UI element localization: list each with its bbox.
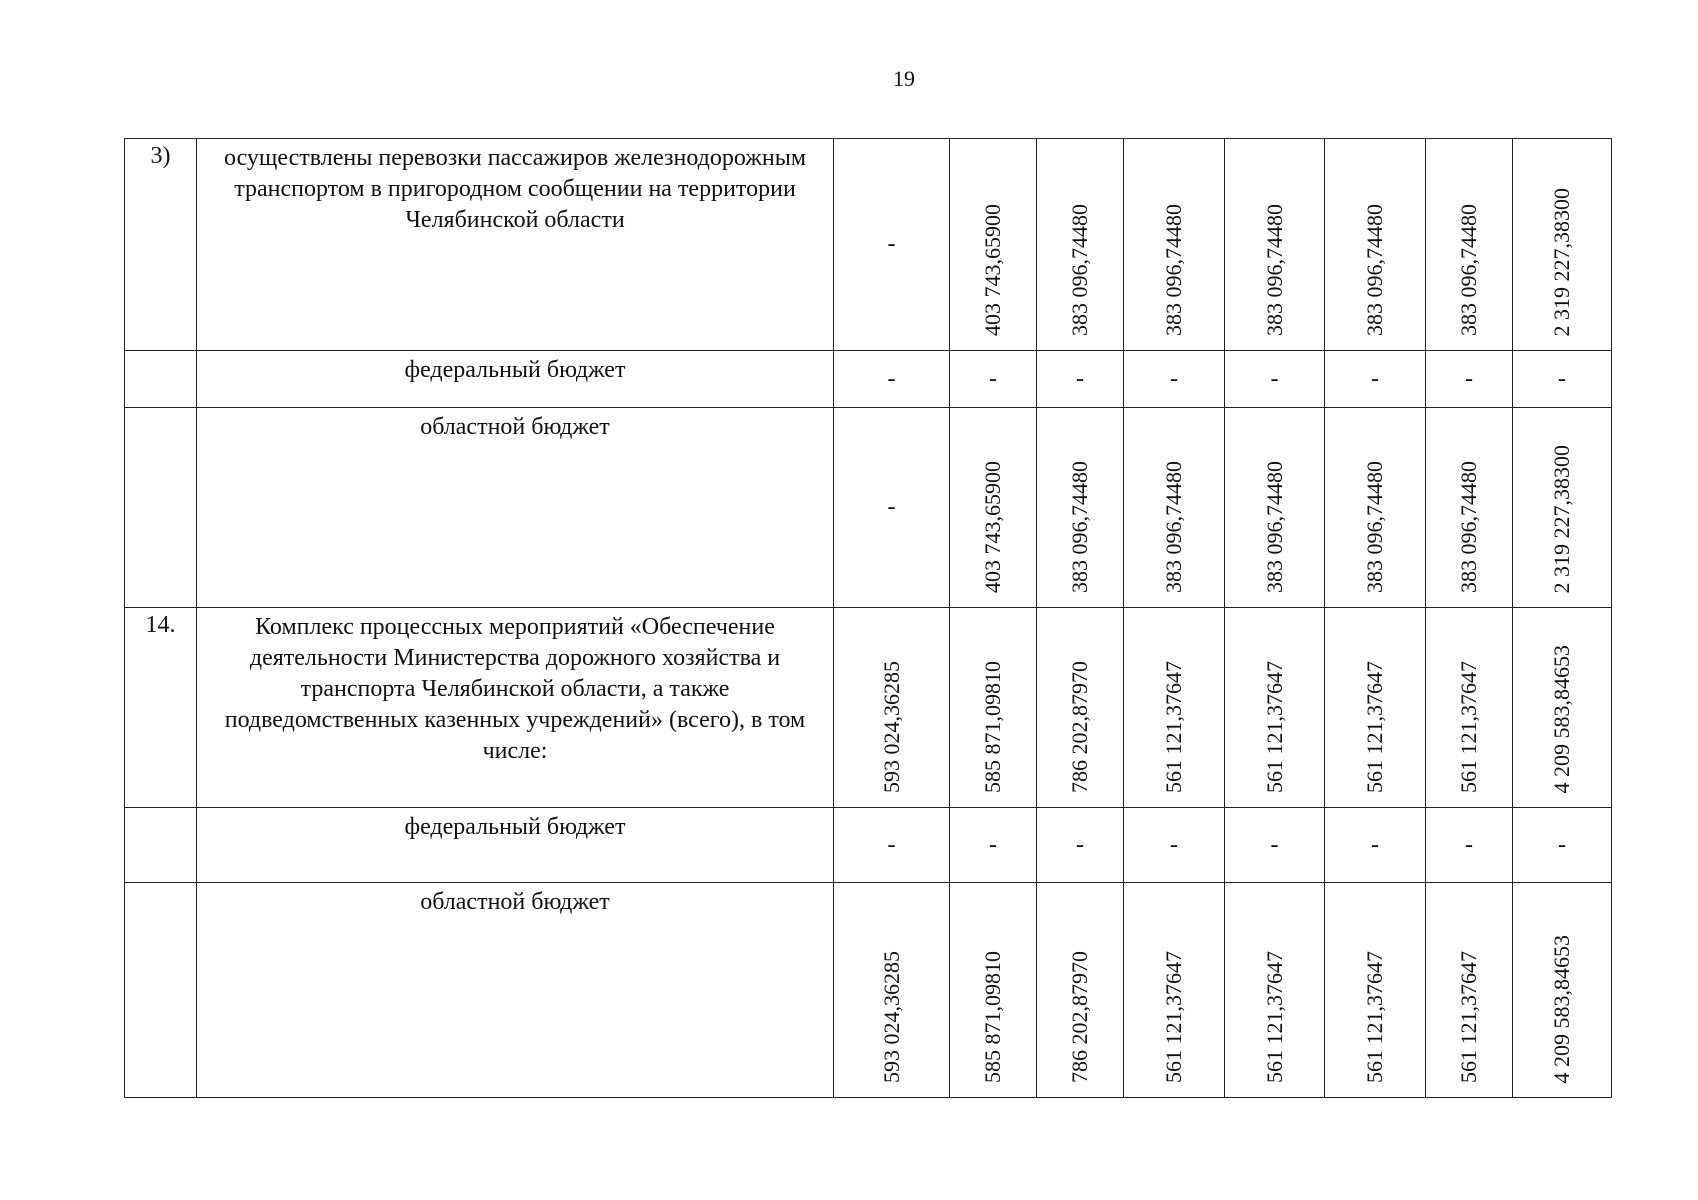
value-cell: -	[1124, 808, 1225, 883]
value-cell	[1426, 883, 1513, 1098]
value-cell: -	[834, 139, 950, 351]
value-text: 2 319 227,38300	[1549, 444, 1574, 593]
value-cell	[1325, 139, 1426, 351]
value-text: 561 121,37647	[1456, 951, 1481, 1083]
row-number	[125, 351, 197, 408]
value-text: 561 121,37647	[1456, 661, 1481, 793]
value-cell	[1225, 883, 1325, 1098]
value-text: 383 096,74480	[1161, 461, 1186, 593]
value-text: 2 319 227,38300	[1549, 187, 1574, 336]
value-cell	[1225, 608, 1325, 808]
value-cell	[1325, 883, 1426, 1098]
value-text: 403 743,65900	[980, 461, 1005, 593]
value-text: 561 121,37647	[1261, 951, 1287, 1083]
value-cell: -	[1325, 808, 1426, 883]
table-row	[125, 408, 1612, 608]
value-cell	[1037, 139, 1124, 351]
table-row	[125, 351, 1612, 408]
value-cell	[1225, 139, 1325, 351]
value-cell	[950, 883, 1037, 1098]
budget-table	[124, 138, 1612, 1098]
value-cell: -	[834, 408, 950, 608]
value-cell: -	[1426, 808, 1513, 883]
value-text: 383 096,74480	[1362, 461, 1387, 593]
value-text: 4 209 583,84653	[1549, 644, 1574, 793]
value-text: 4 209 583,84653	[1549, 934, 1574, 1083]
value-cell	[1513, 408, 1612, 608]
value-cell	[1513, 608, 1612, 808]
value-cell: -	[1225, 808, 1325, 883]
value-cell: -	[1225, 351, 1325, 408]
row-description: областной бюджет	[197, 883, 834, 1098]
value-cell	[1124, 408, 1225, 608]
value-text: 561 121,37647	[1161, 661, 1186, 793]
value-text: 383 096,74480	[1456, 461, 1481, 593]
value-cell	[1037, 608, 1124, 808]
value-cell	[1037, 408, 1124, 608]
value-text: 593 024,36285	[878, 951, 904, 1083]
table-row	[125, 139, 1612, 351]
row-description: осуществлены перевозки пассажиров железнодорожным транспортом в пригородном сообщении на территории Челябинской области	[197, 139, 834, 351]
value-cell	[1325, 608, 1426, 808]
page-number: 19	[893, 66, 915, 91]
row-description: федеральный бюджет	[197, 808, 834, 883]
value-cell	[1124, 608, 1225, 808]
value-cell	[1124, 883, 1225, 1098]
row-number	[125, 408, 197, 608]
value-text: 383 096,74480	[1362, 204, 1387, 336]
table-row	[125, 608, 1612, 808]
value-cell	[1426, 608, 1513, 808]
value-text: 593 024,36285	[878, 661, 904, 793]
value-cell	[1513, 139, 1612, 351]
value-text: 383 096,74480	[1067, 461, 1092, 593]
value-text: 786 202,87970	[1067, 951, 1092, 1083]
row-number: 14.	[125, 608, 197, 808]
value-text: 383 096,74480	[1261, 461, 1287, 593]
row-description: федеральный бюджет	[197, 351, 834, 408]
value-cell	[1124, 139, 1225, 351]
value-cell: -	[950, 351, 1037, 408]
value-text: 585 871,09810	[980, 951, 1005, 1083]
value-text: 383 096,74480	[1161, 204, 1186, 336]
value-text: 383 096,74480	[1456, 204, 1481, 336]
value-text: 403 743,65900	[980, 204, 1005, 336]
value-cell	[950, 139, 1037, 351]
value-text: 585 871,09810	[980, 661, 1005, 793]
value-cell: -	[1426, 351, 1513, 408]
value-cell: -	[1037, 351, 1124, 408]
row-number: 3)	[125, 139, 197, 351]
table-row	[125, 808, 1612, 883]
value-text: 561 121,37647	[1261, 661, 1287, 793]
table-row	[125, 883, 1612, 1098]
value-cell: -	[1513, 808, 1612, 883]
row-number	[125, 883, 197, 1098]
value-cell: -	[834, 351, 950, 408]
value-cell: -	[834, 808, 950, 883]
value-cell	[834, 608, 950, 808]
value-cell	[834, 883, 950, 1098]
value-cell	[1037, 883, 1124, 1098]
value-cell: -	[1124, 351, 1225, 408]
value-cell	[950, 608, 1037, 808]
value-cell	[1426, 408, 1513, 608]
value-cell: -	[1513, 351, 1612, 408]
value-cell	[1426, 139, 1513, 351]
value-cell: -	[1037, 808, 1124, 883]
value-text: 786 202,87970	[1067, 661, 1092, 793]
value-text: 383 096,74480	[1067, 204, 1092, 336]
value-cell: -	[1325, 351, 1426, 408]
value-text: 561 121,37647	[1362, 951, 1387, 1083]
value-text: 561 121,37647	[1362, 661, 1387, 793]
value-cell	[1325, 408, 1426, 608]
row-description: областной бюджет	[197, 408, 834, 608]
value-cell	[1225, 408, 1325, 608]
row-description: Комплекс процессных мероприятий «Обеспечение деятельности Министерства дорожного хозяйства и транспорта Челябинской области, а также подведомственных казенных учреждений» (всего), в том числе:	[197, 608, 834, 808]
value-text: 383 096,74480	[1261, 204, 1287, 336]
value-cell	[1513, 883, 1612, 1098]
row-number	[125, 808, 197, 883]
value-cell: -	[950, 808, 1037, 883]
value-text: 561 121,37647	[1161, 951, 1186, 1083]
value-cell	[950, 408, 1037, 608]
